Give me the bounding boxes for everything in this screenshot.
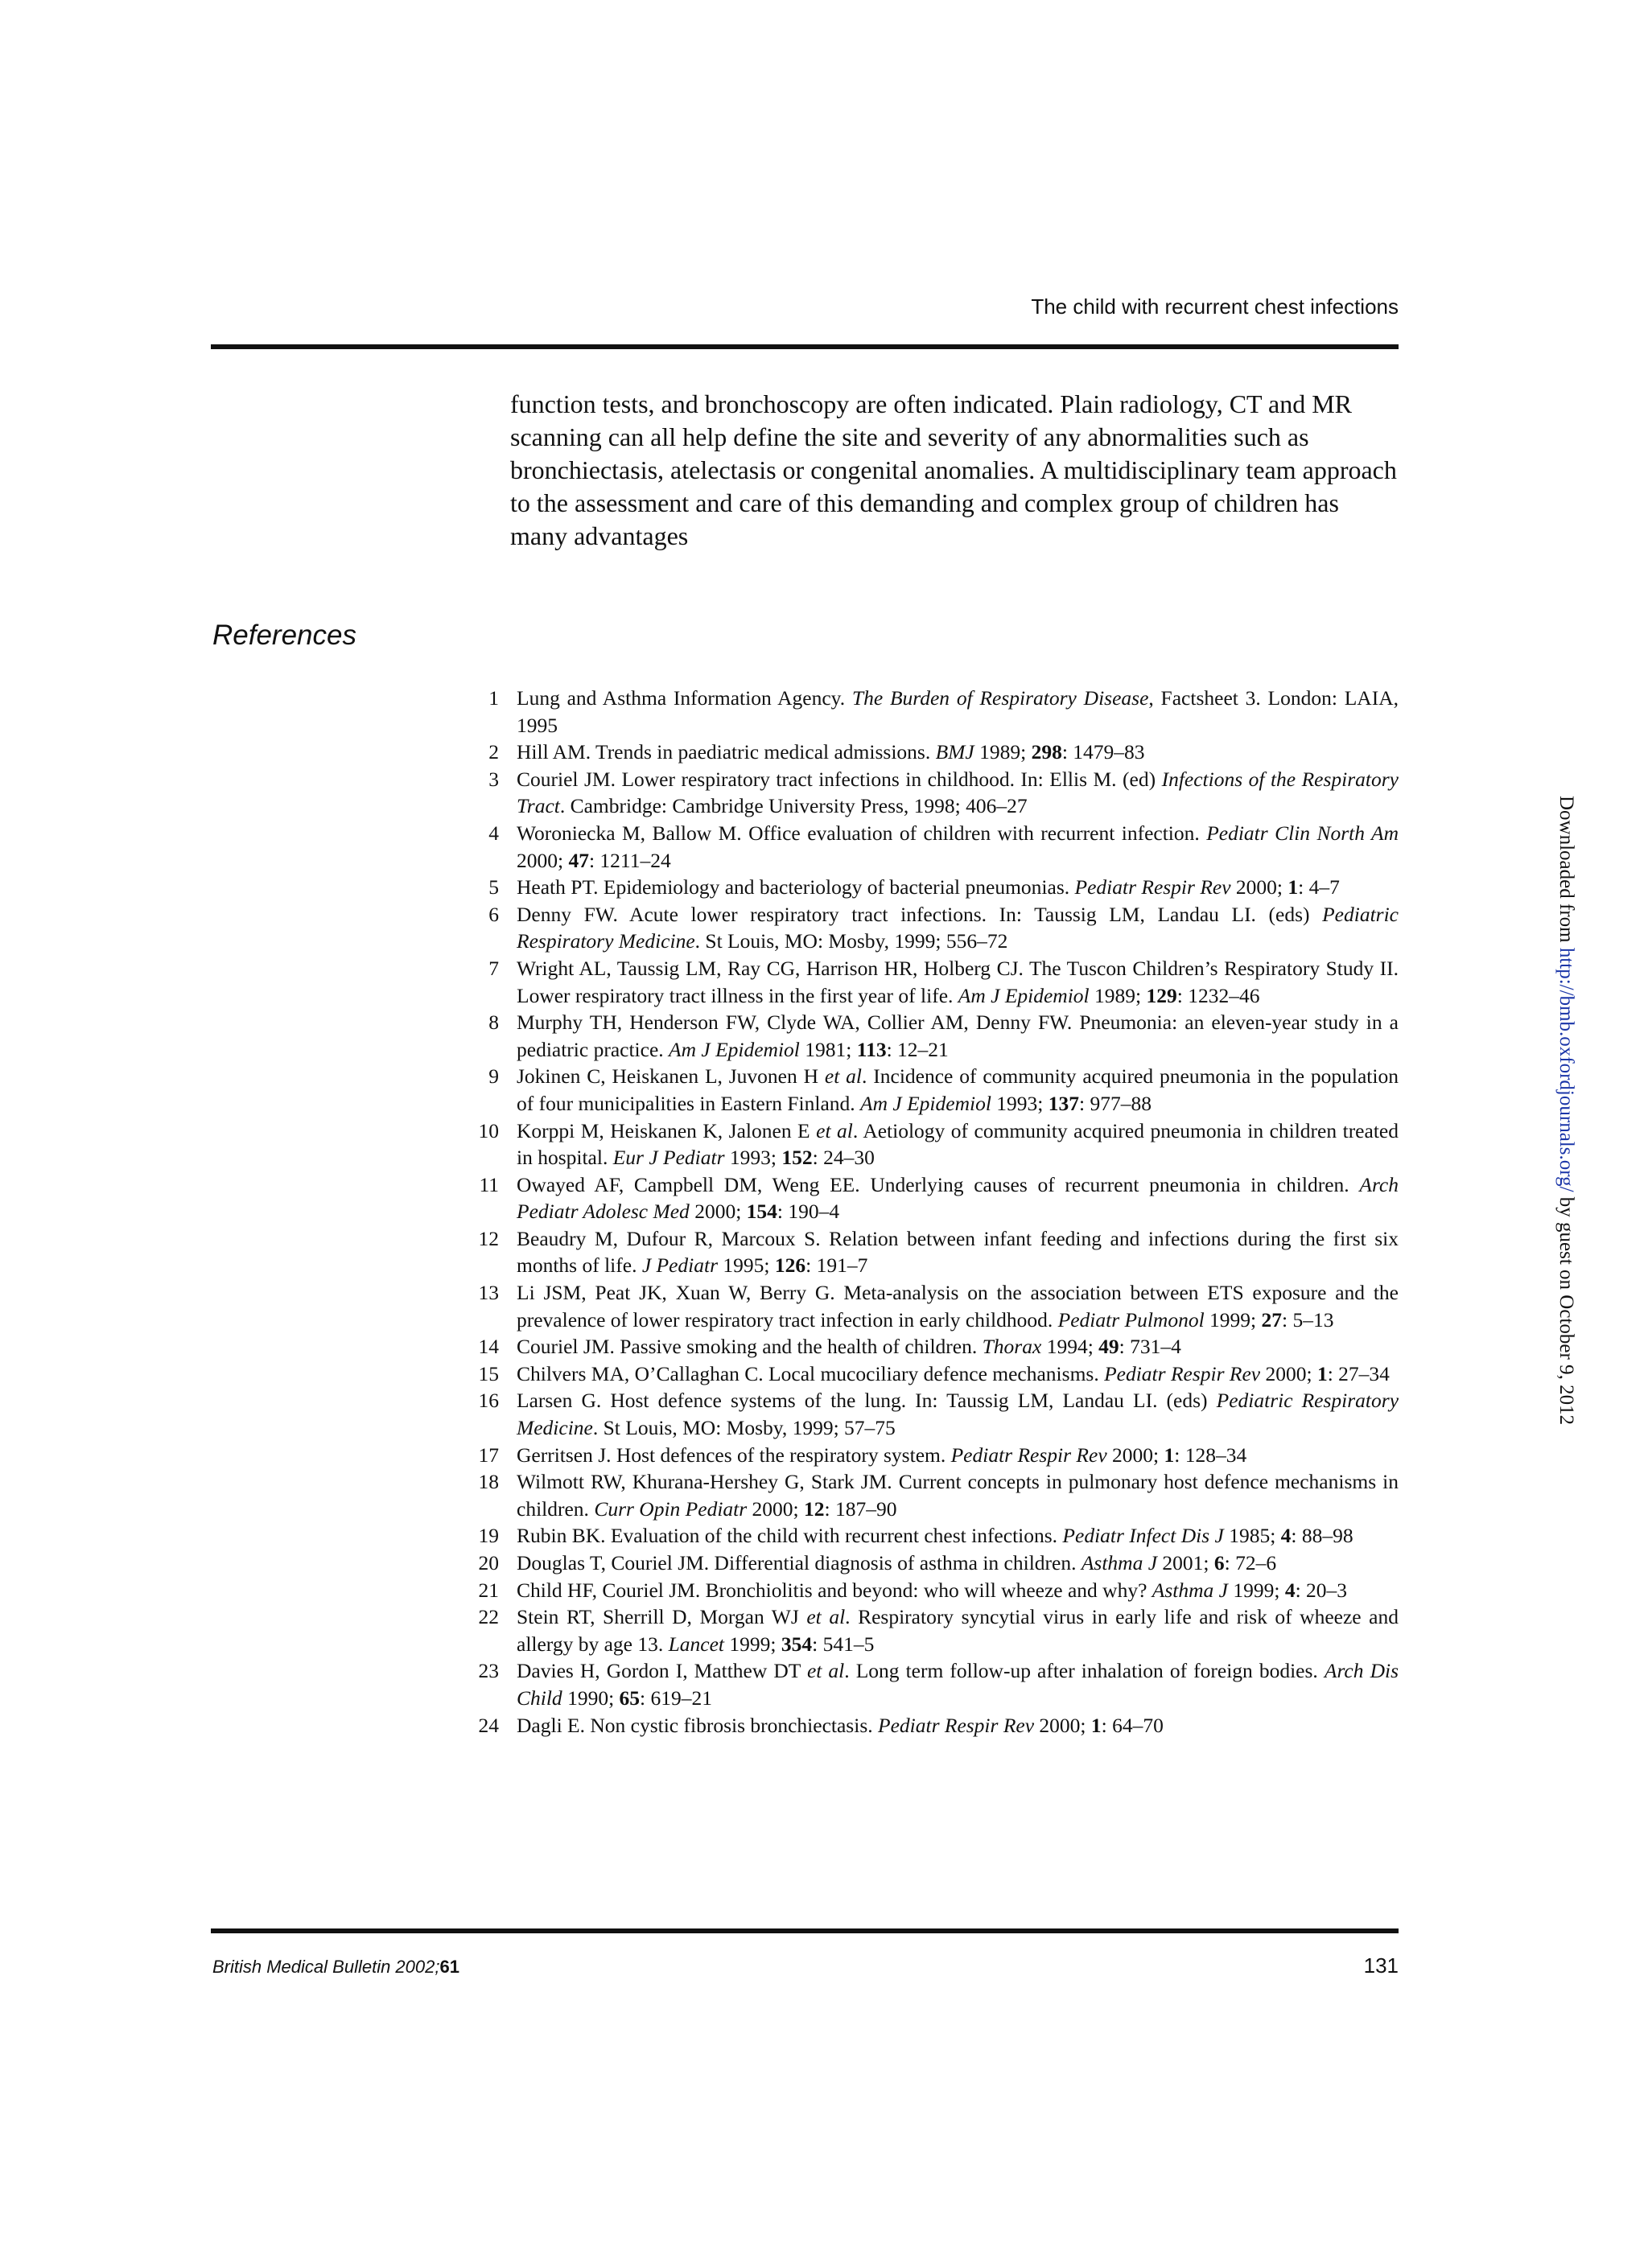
reference-segment: . Cambridge: Cambridge University Press, 1998; 406–27: [559, 794, 1028, 818]
reference-segment: Couriel JM. Passive smoking and the health of children.: [517, 1335, 983, 1359]
reference-segment: : 72–6: [1224, 1551, 1277, 1574]
reference-segment: : 12–21: [886, 1037, 949, 1061]
reference-italic-segment: BMJ: [935, 740, 974, 764]
reference-volume: 1: [1090, 1713, 1102, 1737]
reference-volume: 137: [1048, 1091, 1080, 1115]
reference-item: [467, 1063, 1399, 1117]
reference-text: [517, 1387, 1399, 1441]
reference-item: [467, 955, 1399, 1009]
reference-italic-segment: Pediatr Pulmonol: [1057, 1307, 1205, 1332]
reference-italic-segment: et al: [816, 1118, 853, 1142]
reference-italic-segment: et al: [806, 1605, 846, 1629]
reference-text: [517, 820, 1399, 874]
references-heading: References: [212, 619, 356, 651]
reference-number: 18: [478, 1470, 499, 1494]
reference-segment: Davies H, Gordon I, Matthew DT: [517, 1659, 807, 1683]
reference-number: 16: [478, 1389, 499, 1413]
reference-number: 6: [488, 902, 499, 926]
reference-segment: 1995;: [718, 1253, 775, 1278]
reference-segment: : 5–13: [1282, 1307, 1334, 1332]
reference-segment: 1989;: [1089, 983, 1147, 1007]
reference-segment: : 27–34: [1327, 1361, 1390, 1385]
reference-segment: : 191–7: [805, 1253, 868, 1278]
body-paragraph: function tests, and bronchoscopy are often indicated. Plain radiology, CT and MR scanning can all help define the site and severity of any abnormalities such as bronchiectasis, atelectasis or congenital anomalies. A multidisciplinary team approach to the assessment and care of this demanding and complex group of children has many advantages: [510, 389, 1397, 550]
journal-link[interactable]: http://bmb.oxfordjournals.org/: [1555, 947, 1577, 1192]
reference-list: [467, 685, 1399, 1739]
reference-segment: : 619–21: [640, 1686, 712, 1710]
reference-volume: 298: [1031, 740, 1062, 764]
reference-segment: Chilvers MA, O’Callaghan C. Local mucociliary defence mechanisms.: [517, 1361, 1105, 1385]
reference-segment: Wright AL, Taussig LM, Ray CG, Harrison HR, Holberg CJ. The Tuscon Children’s Respiratory Study II. Lower respiratory tract illness in the first year of life.: [517, 956, 1399, 1007]
reference-volume: 12: [804, 1496, 825, 1521]
reference-item: [467, 1657, 1399, 1711]
reference-item: [467, 1550, 1399, 1577]
reference-item: [467, 1009, 1399, 1063]
reference-segment: : 187–90: [824, 1496, 897, 1521]
reference-volume: 27: [1261, 1307, 1283, 1332]
reference-text: [517, 1118, 1399, 1171]
reference-segment: 2000;: [1230, 875, 1288, 899]
reference-volume: 1: [1316, 1361, 1328, 1385]
reference-segment: 1990;: [562, 1686, 620, 1710]
reference-segment: 1994;: [1041, 1335, 1099, 1359]
reference-number: 4: [488, 821, 499, 845]
reference-number: 2: [488, 740, 499, 764]
reference-text: [517, 1171, 1399, 1225]
reference-number: 19: [478, 1524, 499, 1548]
reference-italic-segment: Pediatr Respir Rev: [878, 1713, 1035, 1737]
reference-number: 9: [488, 1064, 499, 1089]
reference-text: [517, 1063, 1399, 1117]
reference-text: [517, 1333, 1399, 1360]
running-head: The child with recurrent chest infections: [1031, 294, 1399, 319]
reference-number: 7: [488, 956, 499, 980]
reference-segment: Heath PT. Epidemiology and bacteriology of bacterial pneumonias.: [517, 875, 1075, 899]
reference-segment: : 88–98: [1291, 1524, 1353, 1548]
reference-text: [517, 1522, 1399, 1550]
reference-segment: : 64–70: [1101, 1713, 1164, 1737]
reference-italic-segment: Curr Opin Pediatr: [594, 1496, 748, 1521]
reference-segment: . Long term follow-up after inhalation of foreign bodies.: [844, 1659, 1325, 1683]
reference-segment: 1999;: [1204, 1307, 1262, 1332]
reference-segment: Douglas T, Couriel JM. Differential diagnosis of asthma in children.: [517, 1551, 1082, 1574]
reference-italic-segment: Arch Dis Child: [517, 1659, 1399, 1710]
reference-italic-segment: Am J Epidemiol: [860, 1091, 991, 1115]
reference-item: [467, 1171, 1399, 1225]
reference-number: 21: [478, 1578, 499, 1602]
reference-segment: . Respiratory syncytial virus in early life and risk of wheeze and allergy by age 13.: [517, 1605, 1399, 1656]
reference-text: [517, 1550, 1399, 1577]
reference-text: [517, 685, 1399, 739]
reference-text: [517, 1603, 1399, 1657]
reference-number: 10: [478, 1118, 499, 1142]
reference-segment: 2000;: [747, 1496, 804, 1521]
reference-text: [517, 901, 1399, 955]
reference-segment: : 1232–46: [1176, 983, 1260, 1007]
reference-segment: 1993;: [991, 1091, 1049, 1115]
reference-item: [467, 1468, 1399, 1522]
reference-text: [517, 1712, 1399, 1739]
reference-segment: Rubin BK. Evaluation of the child with recurrent chest infections.: [517, 1524, 1063, 1548]
reference-segment: 2000;: [517, 848, 569, 872]
reference-segment: Korppi M, Heiskanen K, Jalonen E: [517, 1118, 817, 1142]
reference-number: 3: [488, 767, 499, 791]
reference-item: [467, 1603, 1399, 1657]
reference-segment: Stein RT, Sherrill D, Morgan WJ: [517, 1605, 807, 1629]
reference-volume: 1: [1288, 875, 1299, 899]
reference-text: [517, 1657, 1399, 1711]
reference-item: [467, 1360, 1399, 1388]
reference-volume: 113: [856, 1037, 887, 1061]
reference-volume: 154: [746, 1200, 777, 1224]
reference-text: [517, 1468, 1399, 1522]
reference-segment: : 1479–83: [1061, 740, 1145, 764]
reference-number: 8: [488, 1011, 499, 1035]
reference-segment: Couriel JM. Lower respiratory tract infections in childhood. In: Ellis M. (ed): [517, 767, 1162, 791]
reference-item: [467, 1442, 1399, 1469]
reference-item: [467, 1577, 1399, 1604]
footer-journal: [212, 1957, 459, 1978]
reference-number: 11: [479, 1172, 499, 1196]
reference-text: [517, 739, 1399, 766]
reference-segment: 2001;: [1157, 1551, 1214, 1574]
header-rule: [211, 344, 1399, 349]
reference-segment: : 24–30: [812, 1146, 875, 1170]
reference-italic-segment: Asthma J: [1081, 1551, 1158, 1574]
reference-segment: Dagli E. Non cystic fibrosis bronchiectasis.: [517, 1713, 878, 1737]
reference-italic-segment: Am J Epidemiol: [669, 1037, 800, 1061]
reference-segment: Gerritsen J. Host defences of the respiratory system.: [517, 1443, 951, 1467]
reference-segment: 2000;: [689, 1200, 747, 1224]
reference-segment: 1993;: [724, 1146, 782, 1170]
download-stamp: [1555, 796, 1577, 1425]
page-number: 131: [1363, 1953, 1399, 1978]
reference-volume: 126: [774, 1253, 806, 1278]
reference-number: 13: [478, 1281, 499, 1305]
reference-italic-segment: The Burden of Respiratory Disease: [851, 686, 1149, 710]
reference-volume: 49: [1098, 1335, 1119, 1359]
reference-italic-segment: Pediatric Respiratory Medicine: [517, 902, 1399, 953]
reference-number: 1: [488, 686, 499, 710]
reference-segment: 1999;: [724, 1632, 781, 1656]
reference-item: [467, 1225, 1399, 1279]
reference-item: [467, 1333, 1399, 1360]
reference-segment: : 1211–24: [588, 848, 671, 872]
reference-item: [467, 1279, 1399, 1333]
reference-segment: Larsen G. Host defence systems of the lung. In: Taussig LM, Landau LI. (eds): [517, 1389, 1217, 1413]
reference-italic-segment: Arch Pediatr Adolesc Med: [517, 1172, 1399, 1224]
reference-number: 23: [478, 1659, 499, 1683]
reference-item: [467, 766, 1399, 820]
reference-segment: 1981;: [799, 1037, 857, 1061]
reference-segment: . Aetiology of community acquired pneumonia in children treated in hospital.: [517, 1118, 1399, 1170]
reference-italic-segment: Lancet: [668, 1632, 725, 1656]
reference-segment: : 731–4: [1119, 1335, 1181, 1359]
reference-italic-segment: Thorax: [982, 1335, 1042, 1359]
reference-item: [467, 874, 1399, 901]
download-suffix: by guest on October 9, 2012: [1555, 1192, 1577, 1426]
reference-italic-segment: et al: [806, 1659, 845, 1683]
reference-number: 17: [478, 1443, 499, 1467]
reference-number: 20: [478, 1551, 499, 1574]
reference-segment: Jokinen C, Heiskanen L, Juvonen H: [517, 1064, 825, 1089]
reference-segment: 2000;: [1034, 1713, 1091, 1737]
reference-item: [467, 739, 1399, 766]
reference-item: [467, 1387, 1399, 1441]
reference-segment: 1985;: [1223, 1524, 1281, 1548]
reference-volume: 152: [781, 1146, 813, 1170]
reference-segment: : 190–4: [777, 1200, 840, 1224]
reference-text: [517, 1577, 1399, 1604]
reference-segment: Beaudry M, Dufour R, Marcoux S. Relation between infant feeding and infections during the first six months of life.: [517, 1226, 1399, 1278]
reference-italic-segment: Infections of the Respiratory Tract: [517, 767, 1399, 818]
reference-italic-segment: Pediatric Respiratory Medicine: [517, 1389, 1399, 1440]
reference-volume: 1: [1164, 1443, 1175, 1467]
reference-item: [467, 820, 1399, 874]
reference-segment: Li JSM, Peat JK, Xuan W, Berry G. Meta-analysis on the association between ETS exposure and the prevalence of lower respiratory tract infection in early childhood.: [517, 1281, 1399, 1332]
reference-segment: Denny FW. Acute lower respiratory tract infections. In: Taussig LM, Landau LI. (eds): [517, 902, 1323, 926]
reference-number: 15: [478, 1361, 499, 1385]
reference-number: 5: [488, 875, 499, 899]
reference-volume: 6: [1213, 1551, 1225, 1574]
reference-segment: Murphy TH, Henderson FW, Clyde WA, Collier AM, Denny FW. Pneumonia: an eleven-year study in a pediatric practice.: [517, 1011, 1399, 1061]
reference-segment: : 20–3: [1295, 1578, 1348, 1602]
reference-italic-segment: Pediatr Respir Rev: [1104, 1361, 1261, 1385]
reference-segment: . St Louis, MO: Mosby, 1999; 556–72: [694, 929, 1008, 953]
reference-italic-segment: Eur J Pediatr: [612, 1146, 725, 1170]
reference-text: [517, 1009, 1399, 1063]
journal-citation: British Medical Bulletin 2002;: [212, 1957, 440, 1977]
reference-segment: : 128–34: [1174, 1443, 1247, 1467]
reference-volume: 47: [568, 848, 589, 872]
reference-segment: : 977–88: [1079, 1091, 1152, 1115]
reference-segment: 2000;: [1106, 1443, 1164, 1467]
reference-italic-segment: Pediatr Respir Rev: [1074, 875, 1231, 899]
reference-number: 24: [478, 1713, 499, 1737]
reference-text: [517, 874, 1399, 901]
reference-item: [467, 1118, 1399, 1171]
reference-item: [467, 1712, 1399, 1739]
reference-number: 14: [478, 1335, 499, 1359]
reference-italic-segment: Asthma J: [1152, 1578, 1228, 1602]
reference-volume: 4: [1280, 1524, 1292, 1548]
reference-segment: : 4–7: [1298, 875, 1340, 899]
reference-italic-segment: Pediatr Clin North Am: [1206, 821, 1399, 845]
reference-text: [517, 766, 1399, 820]
reference-segment: Lung and Asthma Information Agency.: [517, 686, 852, 710]
reference-item: [467, 685, 1399, 739]
reference-segment: Hill AM. Trends in paediatric medical admissions.: [517, 740, 936, 764]
reference-segment: . Incidence of community acquired pneumonia in the population of four municipalities in Eastern Finland.: [517, 1064, 1399, 1115]
reference-segment: , Factsheet 3. London: LAIA, 1995: [517, 686, 1399, 737]
reference-segment: 2000;: [1260, 1361, 1317, 1385]
download-prefix: Downloaded from: [1555, 796, 1577, 948]
reference-segment: 1999;: [1227, 1578, 1285, 1602]
reference-segment: Woroniecka M, Ballow M. Office evaluation of children with recurrent infection.: [517, 821, 1207, 845]
reference-volume: 129: [1146, 983, 1177, 1007]
reference-italic-segment: Pediatr Respir Rev: [950, 1443, 1107, 1467]
reference-volume: 65: [619, 1686, 641, 1710]
reference-number: 22: [478, 1605, 499, 1629]
reference-segment: Child HF, Couriel JM. Bronchiolitis and beyond: who will wheeze and why?: [517, 1578, 1152, 1602]
footer-rule: [211, 1928, 1399, 1933]
reference-text: [517, 1279, 1399, 1333]
reference-number: 12: [478, 1226, 499, 1250]
reference-text: [517, 1360, 1399, 1388]
reference-item: [467, 901, 1399, 955]
reference-item: [467, 1522, 1399, 1550]
reference-text: [517, 955, 1399, 1009]
reference-italic-segment: Am J Epidemiol: [958, 983, 1090, 1007]
reference-italic-segment: Pediatr Infect Dis J: [1062, 1524, 1224, 1548]
reference-segment: . St Louis, MO: Mosby, 1999; 57–75: [592, 1416, 896, 1440]
reference-volume: 4: [1284, 1578, 1296, 1602]
reference-segment: Wilmott RW, Khurana-Hershey G, Stark JM. Current concepts in pulmonary host defence mechanisms in children.: [517, 1470, 1399, 1521]
reference-segment: Owayed AF, Campbell DM, Weng EE. Underlying causes of recurrent pneumonia in children.: [517, 1172, 1360, 1196]
reference-volume: 354: [781, 1632, 813, 1656]
reference-italic-segment: J Pediatr: [641, 1253, 719, 1278]
reference-text: [517, 1442, 1399, 1469]
reference-segment: 1989;: [974, 740, 1032, 764]
reference-italic-segment: et al: [824, 1064, 863, 1089]
reference-text: [517, 1225, 1399, 1279]
reference-segment: : 541–5: [812, 1632, 875, 1656]
journal-volume: 61: [439, 1957, 459, 1977]
